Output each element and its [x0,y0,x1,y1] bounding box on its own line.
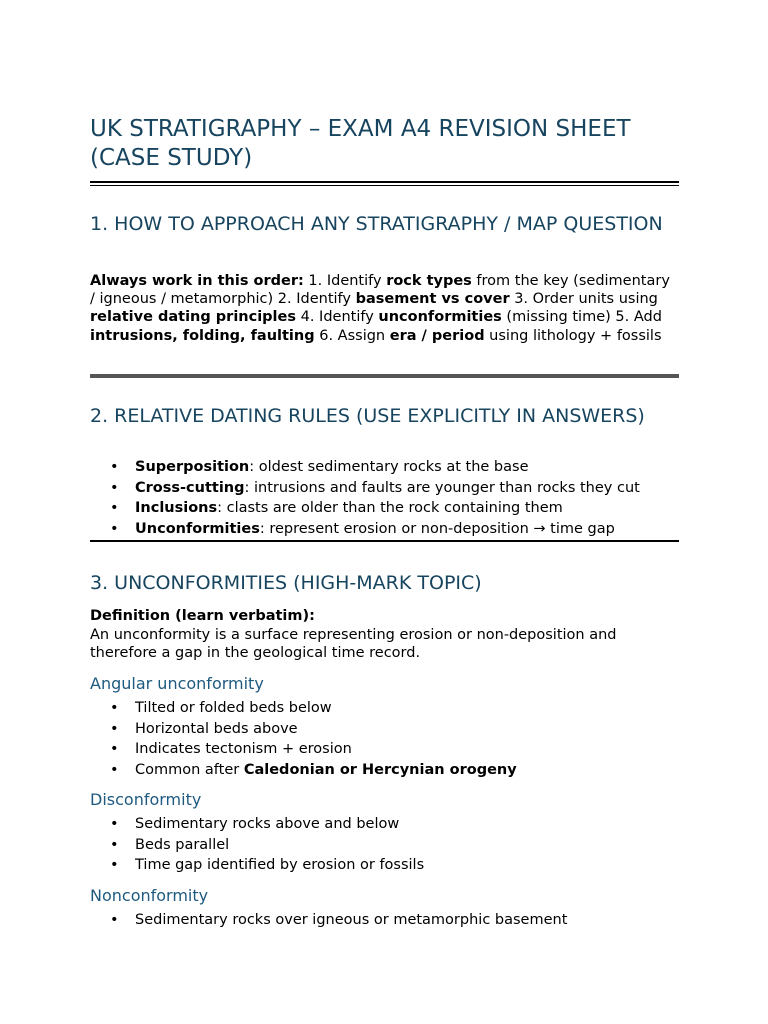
list-item: • Sedimentary rocks above and below [90,814,679,835]
section-1-divider [90,374,679,378]
section-3-heading: 3. UNCONFORMITIES (HIGH-MARK TOPIC) [90,572,482,594]
bullet-icon: • [110,500,119,517]
nonconformity-heading: Nonconformity [90,886,209,905]
dating-rules-list [90,457,679,539]
section-1-paragraph: Always work in this order: 1. Identify rock types from the key (sedimentary / igneous / metamorphic) 2. Identify basement vs cover 3. Order units using relative dating principles 4. Identify unconformities (missing time) 5. Add intrusions, folding, faulting 6. Assign era / period using lithology + fossils [90,273,670,344]
list-item: • Cross-cutting: intrusions and faults are younger than rocks they cut [90,478,679,499]
bullet-icon: • [110,816,119,832]
list-item: • Beds parallel [90,835,679,856]
bullet-icon: • [110,912,119,928]
section-2-divider [90,540,679,542]
bullet-icon: • [110,700,119,716]
list-item: • Sedimentary rocks over igneous or metamorphic basement [90,910,679,931]
disconformity-heading: Disconformity [90,790,202,809]
list-item: • Tilted or folded beds below [90,698,679,719]
angular-list [90,698,679,780]
bullet-icon: • [110,720,119,737]
bullet-icon: • [110,479,119,496]
section-2-heading: 2. RELATIVE DATING RULES (USE EXPLICITLY IN ANSWERS) [90,405,645,427]
list-item: • Horizontal beds above [90,719,679,740]
definition-text: An unconformity is a surface representing erosion or non-deposition and therefore a gap in the geological time record. [90,627,617,662]
document-title: UK STRATIGRAPHY – EXAM A4 REVISION SHEET (CASE STUDY) [90,116,631,171]
list-item: • Superposition: oldest sedimentary rocks at the base [90,457,679,478]
list-item: • Inclusions: clasts are older than the rock containing them [90,498,679,519]
list-item: • Indicates tectonism + erosion [90,739,679,760]
bullet-icon: • [110,836,119,853]
disconformity-list [90,814,679,876]
angular-heading: Angular unconformity [90,674,264,693]
list-item: • Common after Caledonian or Hercynian orogeny [90,760,679,781]
bullet-icon: • [110,741,119,758]
title-divider [90,181,679,186]
bullet-icon: • [110,857,119,874]
bullet-icon: • [110,459,119,475]
bullet-icon: • [110,520,119,537]
order-lead: Always work in this order: [90,273,304,289]
nonconformity-list [90,910,679,931]
definition-label: Definition (learn verbatim): [90,608,315,624]
section-1-heading: 1. HOW TO APPROACH ANY STRATIGRAPHY / MAP QUESTION [90,213,663,235]
list-item: • Unconformities: represent erosion or non-deposition → time gap [90,519,679,540]
list-item: • Time gap identified by erosion or fossils [90,855,679,876]
bullet-icon: • [110,761,119,778]
